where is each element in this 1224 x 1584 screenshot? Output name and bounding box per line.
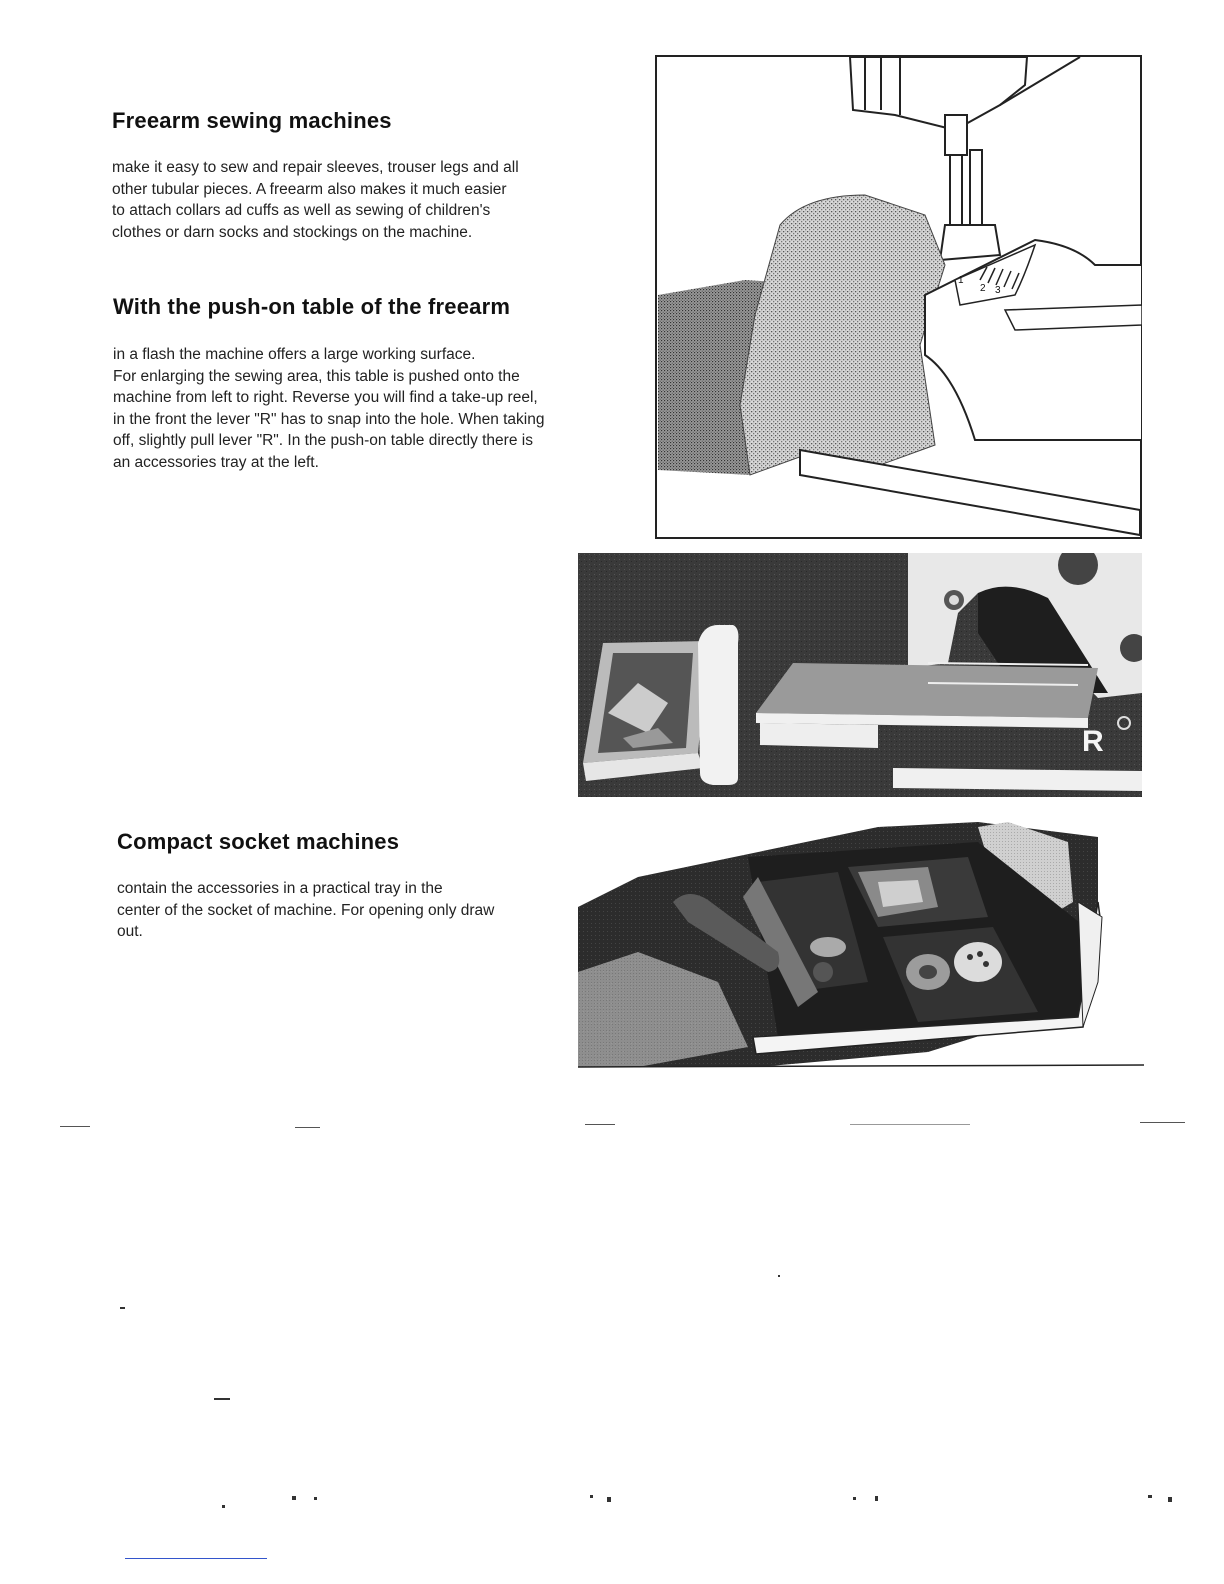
text-line: contain the accessories in a practical tray in the [117, 880, 443, 897]
scan-speck [1168, 1497, 1172, 1502]
text-line: in a flash the machine offers a large working surface. [113, 346, 476, 363]
heading-freearm-sewing-machines: Freearm sewing machines [112, 108, 392, 133]
scan-speck [778, 1275, 780, 1277]
heading-push-on-table: With the push-on table of the freearm [113, 294, 511, 319]
freearm-machine-illustration [655, 55, 1142, 540]
scan-dash [1140, 1122, 1185, 1123]
scan-dash [295, 1127, 320, 1128]
paragraph-push-on-table [113, 344, 544, 473]
scan-speck [222, 1505, 225, 1508]
scan-dash [585, 1124, 615, 1125]
push-on-table-photo [578, 553, 1142, 797]
scan-speck [590, 1495, 593, 1498]
text-line: out. [117, 923, 143, 940]
footer-rule [125, 1558, 267, 1559]
scan-speck [314, 1497, 317, 1500]
heading-compact-socket-machines: Compact socket machines [117, 829, 400, 854]
scan-dash [214, 1398, 230, 1400]
paragraph-compact-socket [117, 878, 494, 943]
scan-speck [120, 1307, 125, 1309]
text-line: make it easy to sew and repair sleeves, trouser legs and all [112, 159, 519, 176]
scan-speck [875, 1496, 878, 1501]
text-line: in the front the lever "R" has to snap into the hole. When taking [113, 410, 545, 428]
ruler-digit: 2 [980, 283, 986, 294]
text-line: an accessories tray at the left. [113, 453, 319, 471]
text-line: other tubular pieces. A freearm also makes it much easier [112, 180, 507, 198]
lever-letter: R [1082, 725, 1104, 758]
text-line: off, slightly pull lever "R". In the push-on table directly there is [113, 432, 533, 449]
paragraph-freearm [112, 157, 519, 243]
ruler-digit: 3 [995, 285, 1001, 296]
scan-dash [850, 1124, 970, 1125]
scan-speck [292, 1496, 296, 1500]
ruler-digit: 1 [958, 275, 964, 286]
text-line: center of the socket of machine. For opening only draw [117, 901, 495, 919]
scan-speck [607, 1497, 611, 1502]
text-line: to attach collars ad cuffs as well as sewing of children's [112, 202, 491, 219]
scan-speck [853, 1497, 856, 1500]
text-line: machine from left to right. Reverse you will find a take-up reel, [113, 389, 538, 406]
compact-socket-tray-photo [578, 822, 1146, 1069]
text-line: For enlarging the sewing area, this table is pushed onto the [113, 367, 520, 385]
scan-dash [60, 1126, 90, 1127]
scan-speck [1148, 1495, 1152, 1498]
text-line: clothes or darn socks and stockings on the machine. [112, 223, 473, 241]
